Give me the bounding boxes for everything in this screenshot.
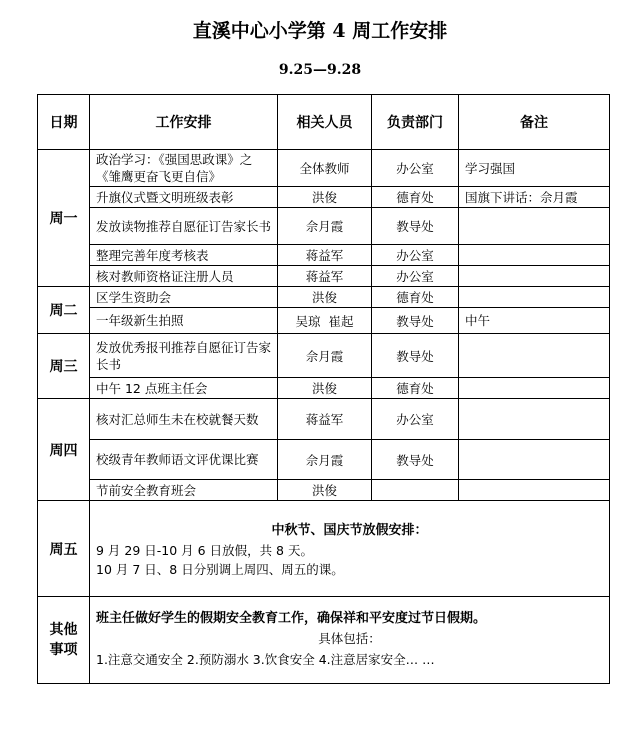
task-cell: 一年级新生拍照 (90, 308, 278, 334)
task-cell: 区学生资助会 (90, 287, 278, 308)
table-row (38, 597, 610, 684)
table-row (38, 334, 610, 378)
table-row (38, 208, 610, 245)
table-row (38, 378, 610, 399)
people-cell: 洪俊 (278, 480, 372, 501)
holiday-line: 10 月 7 日、8 日分别调上周四、周五的课。 (96, 561, 344, 577)
table-row (38, 187, 610, 208)
note-cell (459, 440, 610, 480)
dept-cell: 教导处 (372, 208, 459, 245)
note-cell (459, 480, 610, 501)
table-row (38, 440, 610, 480)
day-label-monday: 周一 (38, 150, 90, 287)
note-cell (459, 245, 610, 266)
dept-cell: 教导处 (372, 440, 459, 480)
other-label-line: 其他 (49, 622, 78, 638)
note-cell: 中午 (459, 308, 610, 334)
page-title: 直溪中心小学第 4 周工作安排 (192, 20, 448, 42)
people-cell: 蒋益军 (278, 266, 372, 287)
note-cell (459, 334, 610, 378)
note-cell (459, 208, 610, 245)
header-task: 工作安排 (90, 95, 278, 150)
note-cell: 国旗下讲话：佘月霞 (459, 187, 610, 208)
dept-cell: 教导处 (372, 308, 459, 334)
table-row (38, 266, 610, 287)
note-cell (459, 399, 610, 440)
other-heading: 班主任做好学生的假期安全教育工作，确保祥和平安度过节日假期。 (96, 611, 487, 626)
holiday-heading: 中秋节、国庆节放假安排： (271, 522, 428, 538)
other-label-line: 事项 (49, 642, 78, 658)
header-row (38, 95, 610, 150)
people-cell: 佘月霞 (278, 208, 372, 245)
dept-cell: 德育处 (372, 187, 459, 208)
day-label-thursday: 周四 (38, 399, 90, 501)
day-label-other (38, 597, 90, 684)
other-matters-cell (90, 597, 610, 684)
task-cell: 整理完善年度考核表 (90, 245, 278, 266)
dept-cell: 办公室 (372, 399, 459, 440)
table-row (38, 150, 610, 187)
task-cell: 政治学习：《强国思政课》之《雏鹰更奋飞更自信》 (90, 150, 278, 187)
other-items: 1.注意交通安全 2.预防溺水 3.饮食安全 4.注意居家安全… … (96, 652, 435, 667)
header-people: 相关人员 (278, 95, 372, 150)
people-cell: 全体教师 (278, 150, 372, 187)
table-row (38, 501, 610, 597)
people-cell: 佘月霞 (278, 334, 372, 378)
dept-cell: 教导处 (372, 334, 459, 378)
task-cell: 发放优秀报刊推荐自愿征订告家长书 (90, 334, 278, 378)
dept-cell (372, 480, 459, 501)
note-cell (459, 287, 610, 308)
task-cell: 校级青年教师语文评优课比赛 (90, 440, 278, 480)
people-cell: 洪俊 (278, 378, 372, 399)
dept-cell: 办公室 (372, 150, 459, 187)
people-cell: 洪俊 (278, 187, 372, 208)
task-cell: 中午 12 点班主任会 (90, 378, 278, 399)
schedule-table (37, 94, 610, 684)
people-cell: 蒋益军 (278, 399, 372, 440)
dept-cell: 德育处 (372, 378, 459, 399)
holiday-line: 9 月 29 日-10 月 6 日放假，共 8 天。 (96, 542, 313, 558)
dept-cell: 办公室 (372, 245, 459, 266)
dept-cell: 德育处 (372, 287, 459, 308)
table-row (38, 245, 610, 266)
day-label-friday: 周五 (38, 501, 90, 597)
task-cell: 核对教师资格证注册人员 (90, 266, 278, 287)
note-cell: 学习强国 (459, 150, 610, 187)
note-cell (459, 378, 610, 399)
header-note: 备注 (459, 95, 610, 150)
dept-cell: 办公室 (372, 266, 459, 287)
other-subheading: 具体包括： (318, 631, 381, 646)
friday-holiday-cell (90, 501, 610, 597)
table-row (38, 287, 610, 308)
table-row (38, 480, 610, 501)
people-cell: 蒋益军 (278, 245, 372, 266)
header-dept: 负责部门 (372, 95, 459, 150)
people-cell: 洪俊 (278, 287, 372, 308)
day-label-wednesday: 周三 (38, 334, 90, 399)
people-cell: 吴琼 崔起 (278, 308, 372, 334)
table-row (38, 399, 610, 440)
date-range: 9.25—9.28 (278, 62, 362, 78)
task-cell: 节前安全教育班会 (90, 480, 278, 501)
people-cell: 佘月霞 (278, 440, 372, 480)
header-date: 日期 (38, 95, 90, 150)
task-cell: 升旗仪式暨文明班级表彰 (90, 187, 278, 208)
task-cell: 核对汇总师生未在校就餐天数 (90, 399, 278, 440)
table-row (38, 308, 610, 334)
task-cell: 发放读物推荐自愿征订告家长书 (90, 208, 278, 245)
note-cell (459, 266, 610, 287)
day-label-tuesday: 周二 (38, 287, 90, 334)
